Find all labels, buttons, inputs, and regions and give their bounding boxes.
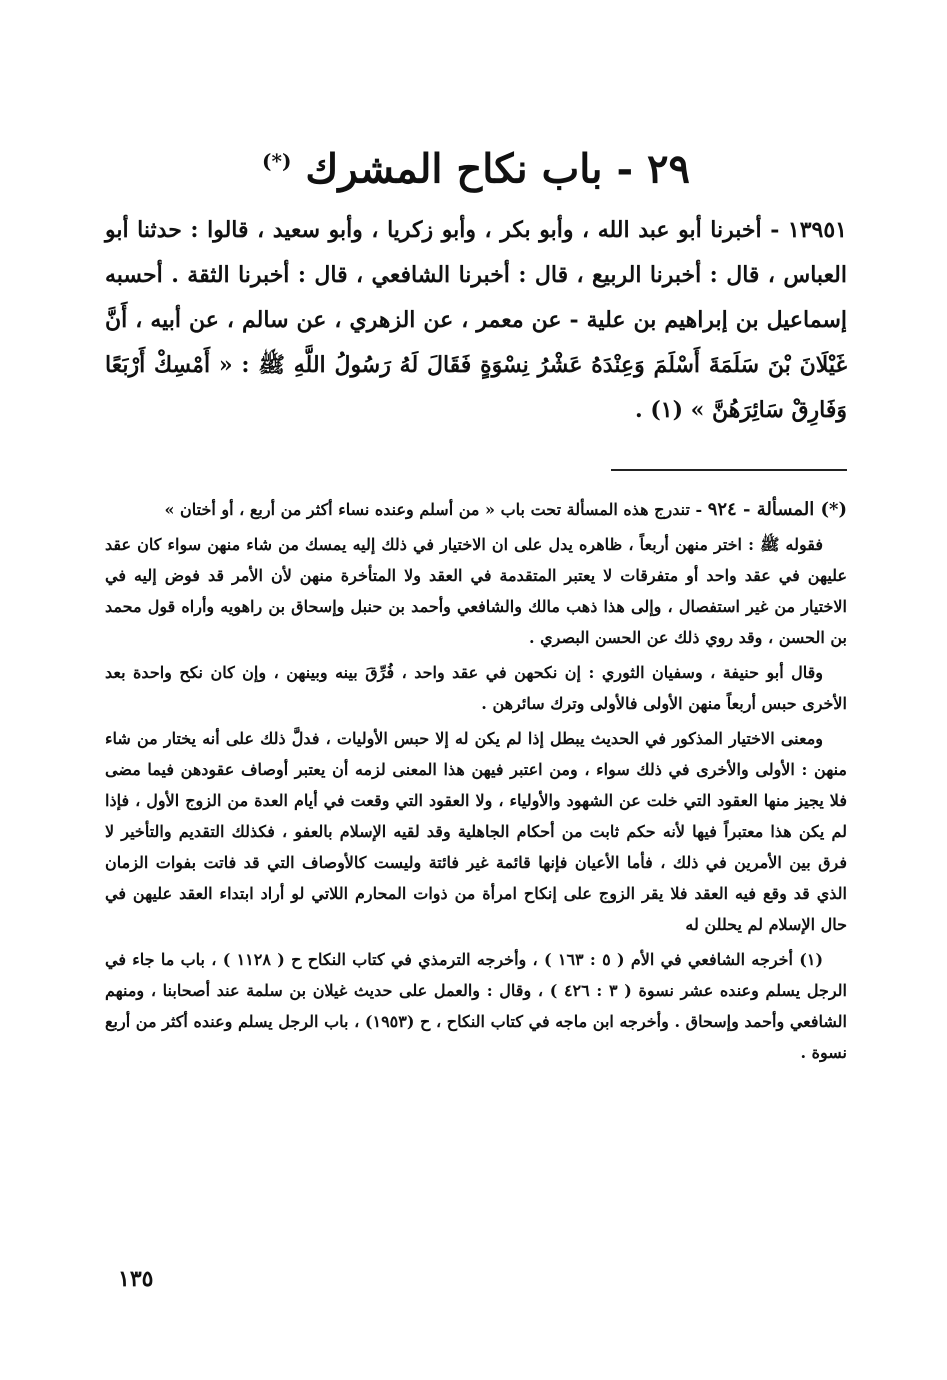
note-paragraph: فقوله ﷺ : اختر منهن أربعاً ، ظاهره يدل على ان الاختيار في ذلك إليه يمسك من شاء منهن سواء كان عقد عليهن في عقد واحد أو متفرقات لا يعتبر المتقدمة في العقد ولا المتأخرة منهن لأن الأمر قد فوض إليه في الاختيار من غير استفصال ، وإلى هذا ذهب مالك والشافعي وأحمد بن حنبل وإسحاق بن راهويه وأراه قول محمد بن الحسن ، وقد روي ذلك عن الحسن البصري . (105, 535, 847, 647)
chapter-title-text: ٢٩ - باب نكاح المشرك (305, 145, 690, 193)
hadith-text: ١٣٩٥١ - أخبرنا أبو عبد الله ، وأبو بكر ، وأبو زكريا ، وأبو سعيد ، قالوا : حدثنا أبو العباس ، قال : أخبرنا الربيع ، قال : أخبرنا الشافعي ، قال : أخبرنا الثقة . أحسبه إسماعيل بن إبراهيم بن علية - عن معمر ، عن الزهري ، عن سالم ، عن أبيه ، أَنَّ غَيْلَانَ بْنَ سَلَمَةَ أَسْلَمَ وَعِنْدَهُ عَشْرُ نِسْوَةٍ فَقَالَ لَهُ رَسُولُ اللَّهِ ﷺ : « أَمْسِكْ أَرْبَعًا وَفَارِقْ سَائِرَهُنَّ » (١) . (105, 217, 847, 423)
chapter-title (105, 135, 847, 195)
footnote-1: (١) أخرجه الشافعي في الأم ( ٥ : ١٦٣ ) ، وأخرجه الترمذي في كتاب النكاح ح ( ١١٢٨ ) ، باب ما جاء في الرجل يسلم وعنده عشر نسوة ( ٣ : ٤٢٦ ) ، وقال : والعمل على حديث غيلان بن سلمة عند أصحابنا ، ومنهم الشافعي وأحمد وإسحاق . وأخرجه ابن ماجه في كتاب النكاح ، ح (١٩٥٣) ، باب الرجل يسلم وعنده أكثر من أربع نسوة . (105, 950, 848, 1062)
chapter-title-marker: (*) (262, 149, 292, 173)
footnote-separator (611, 469, 847, 471)
note-paragraph: وقال أبو حنيفة ، وسفيان الثوري : إن نكحهن في عقد واحد ، فُرِّقَ بينه وبينهن ، وإن كان نكح واحدة بعد الأخرى حبس أربعاً منهن الأولى فالأولى وترك سائرهن . (105, 663, 847, 713)
page-number: ١٣٥ (118, 1266, 154, 1292)
star-note (105, 494, 847, 525)
footnotes (105, 494, 847, 1072)
note-paragraph: ومعنى الاختيار المذكور في الحديث يبطل إذا لم يكن له إلا حبس الأوليات ، فدلَّ ذلك على أنه يختار من شاء منهن : الأولى والأخرى في ذلك سواء ، ومن اعتبر فيهن هذا المعنى لزمه أن يعتبر أوصاف عقودهن فيما مضى فلا يجيز منها العقود التي خلت عن الشهود والأولياء ، ولا العقود التي وقعت في أيام العدة من الزوج الأول ، فإذا لم يكن هذا معتبراً فيها لأنه حكم ثابت من أحكام الجاهلية وقد لقيه الإسلام بالعفو ، فكذلك التقديم والتأخير لا فرق بين الأمرين في ذلك ، فأما الأعيان فإنها قائمة غير فائتة وليست كالأوصاف التي قد فاتت بفوات الزمان الذي قد وقع فيه العقد فلا يقر الزوج على إنكاح امرأة من ذوات المحارم اللاتي لو أراد ابتداء العقد عليهن في حال الإسلام لم يحللن له (105, 729, 848, 934)
star-note-text: - تندرج هذه المسألة تحت باب « من أسلم وعنده نساء أكثر من أربع ، أو أختان » (164, 500, 703, 519)
star-note-label: (*) المسألة - ٩٢٤ (707, 499, 847, 520)
